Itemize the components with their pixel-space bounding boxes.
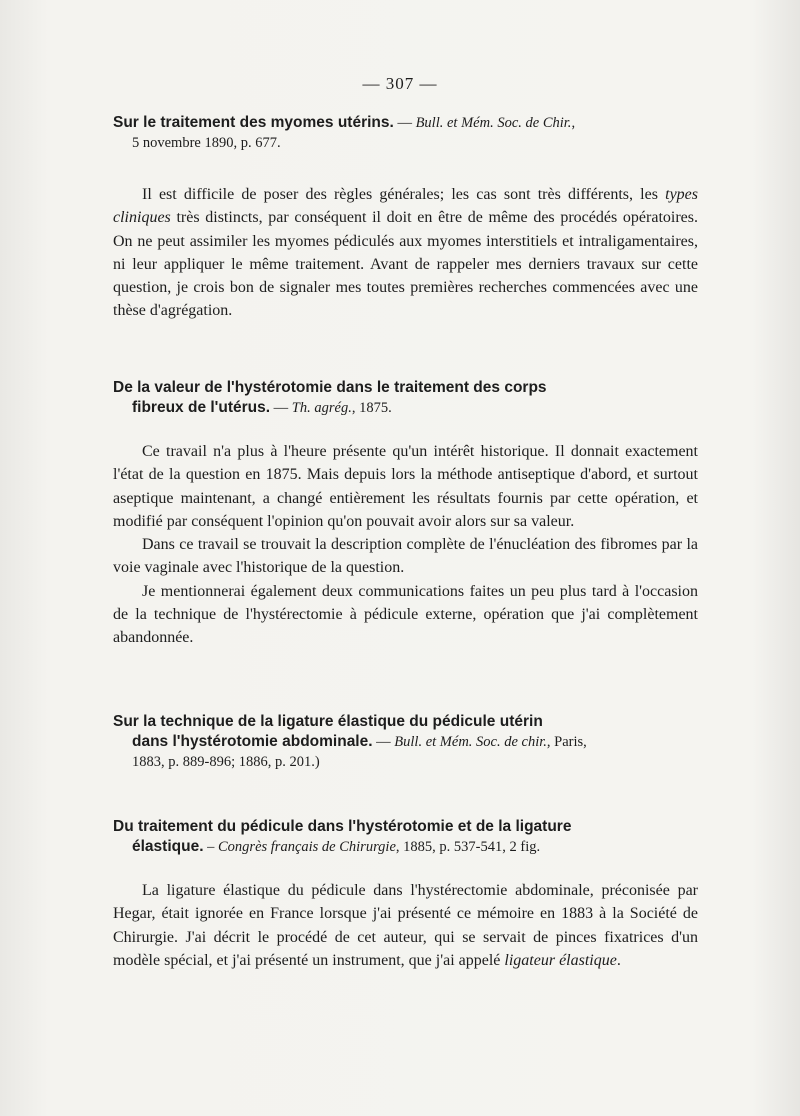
entry-reference-pages: 1883, p. 889-896; 1886, p. 201.) [132,754,320,770]
paragraph: Il est difficile de poser des règles générales; les cas sont très différents, les types cliniques très distincts, par conséquent il doit en être de même des procédés opératoires. On ne peut assimiler les myomes pédiculés aux myomes interstitiels et intraligamentaires, ni leur appliquer le même traitement. Avant de rappeler mes derniers travaux sur cette question, je crois bon de signaler mes toutes premières recherches commencées avec une thèse d'agrégation. [113,186,698,320]
entry-heading: Sur le traitement des myomes utérins. — Bull. et Mém. Soc. de Chir., 5 novembre 1890, p. 677. [113,113,698,153]
entry-heading: Du traitement du pédicule dans l'hystérotomie et de la ligature élastique. – Congrès français de Chirurgie, 1885, p. 537-541, 2 fig. [113,818,572,855]
entry-title: Sur le traitement des myomes utérins. [113,114,394,131]
entry-title-line2: élastique. [132,838,204,855]
entry-heading: Sur la technique de la ligature élastique du pédicule utérin dans l'hystérotomie abdominale. — Bull. et Mém. Soc. de chir., Paris, 1883, p. 889-896; 1886, p. 201.) [113,712,698,772]
entry-title-line1: De la valeur de l'hystérotomie dans le traitement des corps [113,379,547,396]
entry-hysterotomie [113,378,698,650]
entry-myomes [113,113,698,323]
paragraph: Ce travail n'a plus à l'heure présente qu'un intérêt historique. Il donnait exactement l'état de la question en 1875. Mais depuis lors la méthode antiseptique d'abord, et surtout aseptique maintenant, a changé entièrement les résultats fournis par cette opération, et modifié par conséquent l'opinion qu'on pouvait avoir alors sur sa valeur. [113,443,698,530]
entry-title-line2: dans l'hystérotomie abdominale. [132,733,373,750]
entry-title-line2: fibreux de l'utérus. [132,399,271,416]
paragraph: Dans ce travail se trouvait la description complète de l'énucléation des fibromes par la voie vaginale avec l'historique de la question. [113,536,698,577]
entry-traitement-pedicule [113,817,698,972]
entry-heading: De la valeur de l'hystérotomie dans le traitement des corps fibreux de l'utérus. — Th. agrég., 1875. [113,379,547,416]
entry-reference-date: 5 novembre 1890, p. 677. [132,135,281,151]
entry-reference: Bull. et Mém. Soc. de Chir. [415,115,572,131]
entry-reference: Th. agrég. [291,400,352,416]
entry-ligature-technique [113,712,698,772]
entry-title-line1: Sur la technique de la ligature élastique du pédicule utérin [113,713,543,730]
entry-title-line1: Du traitement du pédicule dans l'hystérotomie et de la ligature [113,818,572,835]
entry-reference: Bull. et Mém. Soc. de chir. [394,734,547,750]
paragraph: La ligature élastique du pédicule dans l'hystérectomie abdominale, préconisée par Hegar, était ignorée en France lorsque j'ai présenté ce mémoire en 1883 à la Société de Chirurgie. J'ai décrit le procédé de cet auteur, qui se servait de pinces fixatrices d'un modèle spécial, et j'ai présenté un instrument, que j'ai appelé ligateur élastique. [113,882,698,969]
page-number: — 307 — [362,74,438,93]
entry-reference: Congrès français de Chirurgie [218,839,396,855]
paragraph: Je mentionnerai également deux communications faites un peu plus tard à l'occasion de la technique de l'hystérectomie à pédicule externe, opération que j'ai complètement abandonnée. [113,582,698,647]
